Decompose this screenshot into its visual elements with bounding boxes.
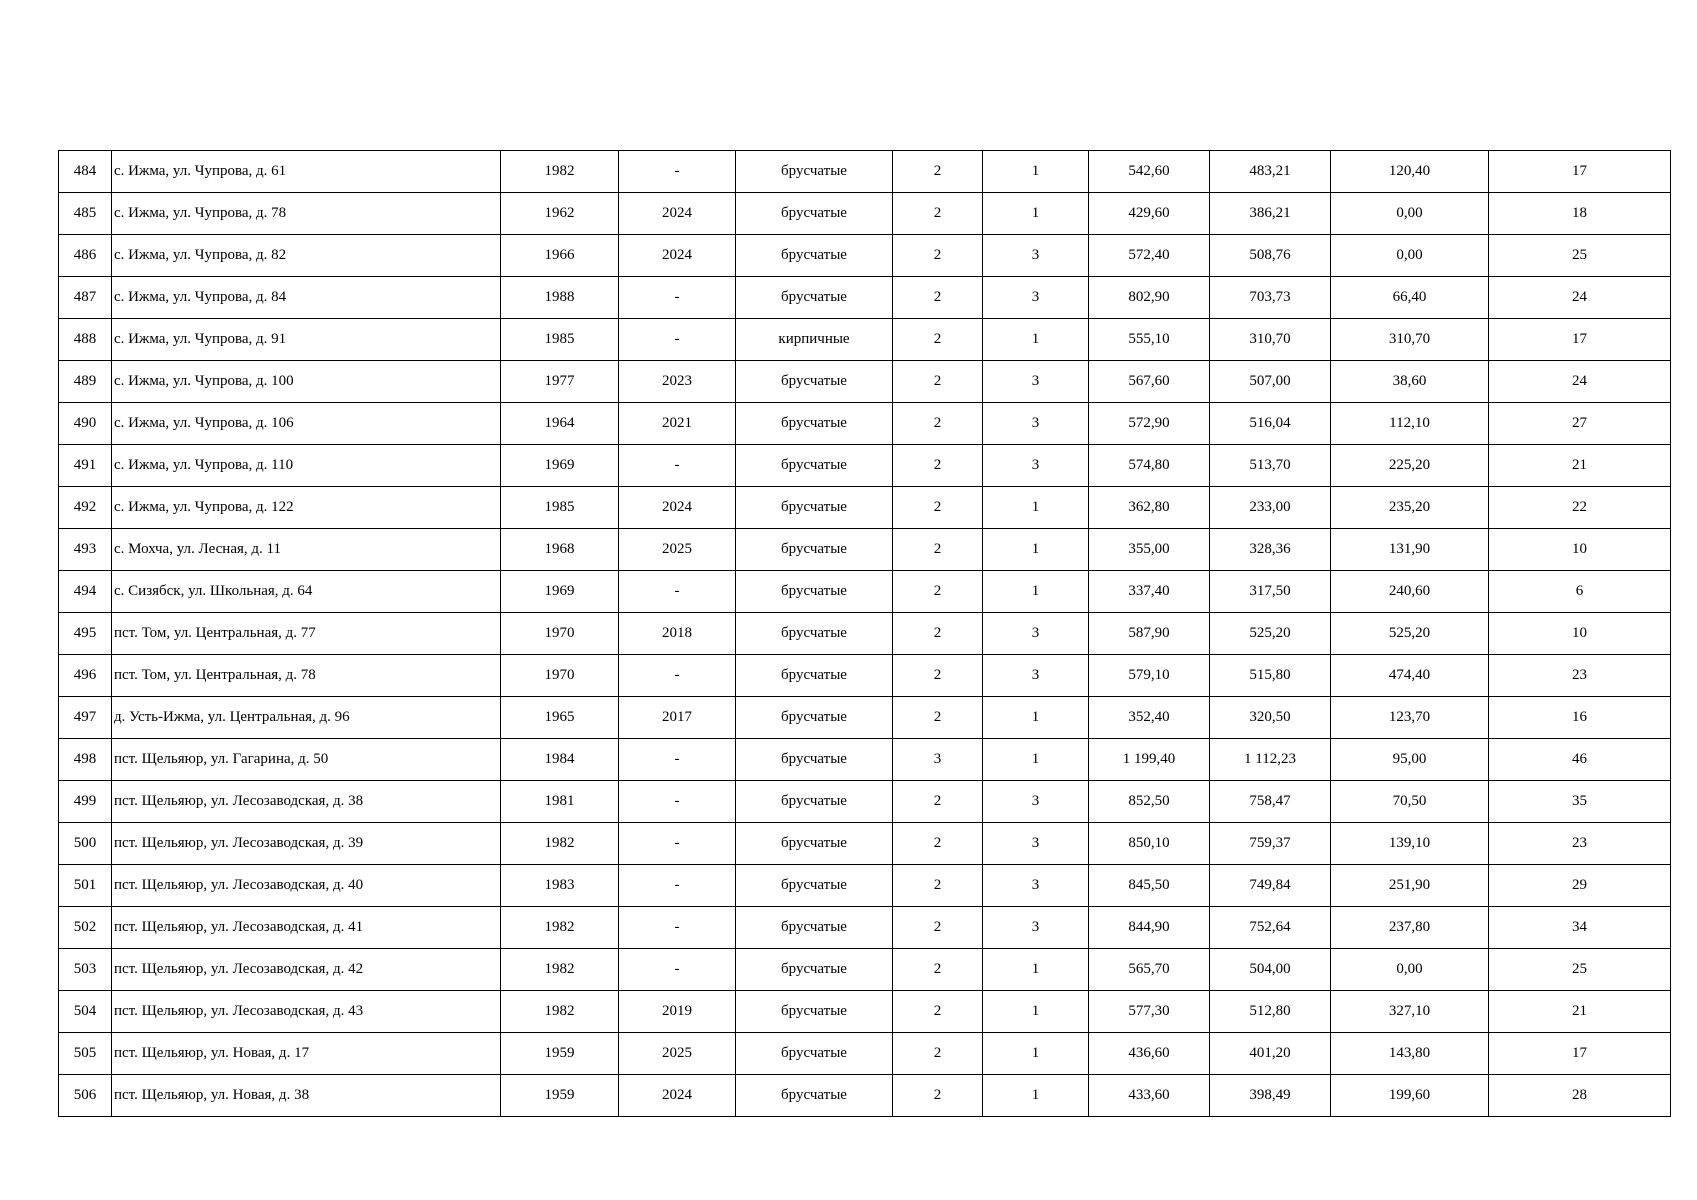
entrances-cell: 3 [983, 277, 1089, 319]
floors-cell: 2 [893, 907, 983, 949]
table-row [59, 697, 1671, 739]
row-number-cell: 490 [59, 403, 112, 445]
residents-cell: 29 [1489, 865, 1671, 907]
residents-cell: 25 [1489, 949, 1671, 991]
living-area-cell: 752,64 [1210, 907, 1331, 949]
address-cell: с. Ижма, ул. Чупрова, д. 91 [112, 319, 501, 361]
wall-material-cell: брусчатые [736, 865, 893, 907]
wall-material-cell: брусчатые [736, 949, 893, 991]
address-cell: пст. Щельяюр, ул. Лесозаводская, д. 43 [112, 991, 501, 1033]
floors-cell: 2 [893, 487, 983, 529]
address-cell: пст. Щельяюр, ул. Новая, д. 17 [112, 1033, 501, 1075]
residents-cell: 46 [1489, 739, 1671, 781]
residents-cell: 21 [1489, 445, 1671, 487]
entrances-cell: 1 [983, 739, 1089, 781]
table-row [59, 991, 1671, 1033]
floors-cell: 2 [893, 823, 983, 865]
total-area-cell: 572,90 [1089, 403, 1210, 445]
total-area-cell: 574,80 [1089, 445, 1210, 487]
address-cell: с. Ижма, ул. Чупрова, д. 106 [112, 403, 501, 445]
address-cell: с. Ижма, ул. Чупрова, д. 100 [112, 361, 501, 403]
entrances-cell: 3 [983, 235, 1089, 277]
living-area-cell: 1 112,23 [1210, 739, 1331, 781]
residents-cell: 24 [1489, 277, 1671, 319]
residents-cell: 6 [1489, 571, 1671, 613]
total-area-cell: 355,00 [1089, 529, 1210, 571]
entrances-cell: 1 [983, 193, 1089, 235]
floors-cell: 2 [893, 277, 983, 319]
address-cell: с. Мохча, ул. Лесная, д. 11 [112, 529, 501, 571]
year-built-cell: 1959 [501, 1075, 619, 1117]
floors-cell: 2 [893, 697, 983, 739]
area-b-cell: 237,80 [1331, 907, 1489, 949]
floors-cell: 2 [893, 1033, 983, 1075]
row-number-cell: 484 [59, 151, 112, 193]
floors-cell: 2 [893, 1075, 983, 1117]
year-repair-cell: 2025 [619, 529, 736, 571]
total-area-cell: 429,60 [1089, 193, 1210, 235]
residents-cell: 25 [1489, 235, 1671, 277]
living-area-cell: 401,20 [1210, 1033, 1331, 1075]
address-cell: с. Сизябск, ул. Школьная, д. 64 [112, 571, 501, 613]
floors-cell: 2 [893, 655, 983, 697]
year-built-cell: 1981 [501, 781, 619, 823]
floors-cell: 2 [893, 151, 983, 193]
entrances-cell: 3 [983, 613, 1089, 655]
year-repair-cell: - [619, 445, 736, 487]
year-built-cell: 1966 [501, 235, 619, 277]
address-cell: с. Ижма, ул. Чупрова, д. 78 [112, 193, 501, 235]
row-number-cell: 498 [59, 739, 112, 781]
total-area-cell: 567,60 [1089, 361, 1210, 403]
living-area-cell: 515,80 [1210, 655, 1331, 697]
residents-cell: 35 [1489, 781, 1671, 823]
year-repair-cell: 2024 [619, 235, 736, 277]
row-number-cell: 494 [59, 571, 112, 613]
wall-material-cell: брусчатые [736, 655, 893, 697]
year-built-cell: 1982 [501, 907, 619, 949]
residents-cell: 28 [1489, 1075, 1671, 1117]
row-number-cell: 495 [59, 613, 112, 655]
address-cell: пст. Щельяюр, ул. Лесозаводская, д. 41 [112, 907, 501, 949]
floors-cell: 2 [893, 865, 983, 907]
area-b-cell: 240,60 [1331, 571, 1489, 613]
living-area-cell: 320,50 [1210, 697, 1331, 739]
area-b-cell: 120,40 [1331, 151, 1489, 193]
entrances-cell: 3 [983, 907, 1089, 949]
total-area-cell: 337,40 [1089, 571, 1210, 613]
table-row [59, 487, 1671, 529]
area-b-cell: 112,10 [1331, 403, 1489, 445]
entrances-cell: 1 [983, 529, 1089, 571]
living-area-cell: 513,70 [1210, 445, 1331, 487]
wall-material-cell: брусчатые [736, 529, 893, 571]
wall-material-cell: брусчатые [736, 907, 893, 949]
area-b-cell: 66,40 [1331, 277, 1489, 319]
total-area-cell: 577,30 [1089, 991, 1210, 1033]
entrances-cell: 1 [983, 1033, 1089, 1075]
table-row [59, 907, 1671, 949]
wall-material-cell: брусчатые [736, 739, 893, 781]
row-number-cell: 499 [59, 781, 112, 823]
floors-cell: 2 [893, 613, 983, 655]
year-built-cell: 1985 [501, 319, 619, 361]
area-b-cell: 235,20 [1331, 487, 1489, 529]
area-b-cell: 225,20 [1331, 445, 1489, 487]
total-area-cell: 352,40 [1089, 697, 1210, 739]
living-area-cell: 328,36 [1210, 529, 1331, 571]
address-cell: с. Ижма, ул. Чупрова, д. 110 [112, 445, 501, 487]
year-repair-cell: 2021 [619, 403, 736, 445]
area-b-cell: 95,00 [1331, 739, 1489, 781]
area-b-cell: 0,00 [1331, 193, 1489, 235]
address-cell: с. Ижма, ул. Чупрова, д. 61 [112, 151, 501, 193]
total-area-cell: 542,60 [1089, 151, 1210, 193]
residents-cell: 16 [1489, 697, 1671, 739]
row-number-cell: 493 [59, 529, 112, 571]
total-area-cell: 433,60 [1089, 1075, 1210, 1117]
wall-material-cell: брусчатые [736, 445, 893, 487]
year-built-cell: 1962 [501, 193, 619, 235]
area-b-cell: 143,80 [1331, 1033, 1489, 1075]
table-row [59, 613, 1671, 655]
residents-cell: 17 [1489, 1033, 1671, 1075]
living-area-cell: 483,21 [1210, 151, 1331, 193]
year-built-cell: 1970 [501, 613, 619, 655]
address-cell: пст. Щельяюр, ул. Лесозаводская, д. 38 [112, 781, 501, 823]
table-row [59, 151, 1671, 193]
year-built-cell: 1984 [501, 739, 619, 781]
floors-cell: 2 [893, 571, 983, 613]
floors-cell: 2 [893, 235, 983, 277]
wall-material-cell: брусчатые [736, 697, 893, 739]
row-number-cell: 489 [59, 361, 112, 403]
residents-cell: 10 [1489, 529, 1671, 571]
table-row [59, 193, 1671, 235]
living-area-cell: 386,21 [1210, 193, 1331, 235]
area-b-cell: 474,40 [1331, 655, 1489, 697]
row-number-cell: 503 [59, 949, 112, 991]
wall-material-cell: брусчатые [736, 277, 893, 319]
wall-material-cell: брусчатые [736, 487, 893, 529]
wall-material-cell: брусчатые [736, 1033, 893, 1075]
residents-cell: 18 [1489, 193, 1671, 235]
table-row [59, 823, 1671, 865]
living-area-cell: 233,00 [1210, 487, 1331, 529]
living-area-cell: 507,00 [1210, 361, 1331, 403]
wall-material-cell: брусчатые [736, 1075, 893, 1117]
row-number-cell: 505 [59, 1033, 112, 1075]
wall-material-cell: брусчатые [736, 403, 893, 445]
living-area-cell: 508,76 [1210, 235, 1331, 277]
housing-registry-table [58, 150, 1671, 1117]
year-built-cell: 1982 [501, 823, 619, 865]
total-area-cell: 802,90 [1089, 277, 1210, 319]
wall-material-cell: брусчатые [736, 193, 893, 235]
address-cell: пст. Щельяюр, ул. Лесозаводская, д. 42 [112, 949, 501, 991]
table-row [59, 235, 1671, 277]
total-area-cell: 362,80 [1089, 487, 1210, 529]
entrances-cell: 3 [983, 781, 1089, 823]
entrances-cell: 1 [983, 151, 1089, 193]
total-area-cell: 572,40 [1089, 235, 1210, 277]
living-area-cell: 525,20 [1210, 613, 1331, 655]
floors-cell: 2 [893, 445, 983, 487]
year-built-cell: 1970 [501, 655, 619, 697]
living-area-cell: 758,47 [1210, 781, 1331, 823]
year-repair-cell: 2024 [619, 487, 736, 529]
year-repair-cell: 2025 [619, 1033, 736, 1075]
entrances-cell: 1 [983, 319, 1089, 361]
living-area-cell: 703,73 [1210, 277, 1331, 319]
table-row [59, 739, 1671, 781]
residents-cell: 22 [1489, 487, 1671, 529]
address-cell: д. Усть-Ижма, ул. Центральная, д. 96 [112, 697, 501, 739]
entrances-cell: 3 [983, 865, 1089, 907]
entrances-cell: 1 [983, 949, 1089, 991]
floors-cell: 2 [893, 403, 983, 445]
living-area-cell: 317,50 [1210, 571, 1331, 613]
living-area-cell: 512,80 [1210, 991, 1331, 1033]
row-number-cell: 488 [59, 319, 112, 361]
table-row [59, 571, 1671, 613]
area-b-cell: 525,20 [1331, 613, 1489, 655]
wall-material-cell: брусчатые [736, 361, 893, 403]
entrances-cell: 1 [983, 991, 1089, 1033]
year-repair-cell: 2019 [619, 991, 736, 1033]
residents-cell: 23 [1489, 655, 1671, 697]
address-cell: с. Ижма, ул. Чупрова, д. 82 [112, 235, 501, 277]
residents-cell: 17 [1489, 319, 1671, 361]
year-repair-cell: - [619, 655, 736, 697]
wall-material-cell: брусчатые [736, 571, 893, 613]
year-repair-cell: - [619, 949, 736, 991]
residents-cell: 24 [1489, 361, 1671, 403]
table-row [59, 445, 1671, 487]
row-number-cell: 491 [59, 445, 112, 487]
area-b-cell: 199,60 [1331, 1075, 1489, 1117]
entrances-cell: 1 [983, 571, 1089, 613]
area-b-cell: 251,90 [1331, 865, 1489, 907]
row-number-cell: 502 [59, 907, 112, 949]
year-built-cell: 1988 [501, 277, 619, 319]
area-b-cell: 310,70 [1331, 319, 1489, 361]
living-area-cell: 398,49 [1210, 1075, 1331, 1117]
wall-material-cell: кирпичные [736, 319, 893, 361]
floors-cell: 2 [893, 781, 983, 823]
entrances-cell: 1 [983, 1075, 1089, 1117]
table-row [59, 1033, 1671, 1075]
entrances-cell: 3 [983, 445, 1089, 487]
residents-cell: 27 [1489, 403, 1671, 445]
table-row [59, 865, 1671, 907]
floors-cell: 2 [893, 949, 983, 991]
year-repair-cell: - [619, 907, 736, 949]
row-number-cell: 487 [59, 277, 112, 319]
row-number-cell: 500 [59, 823, 112, 865]
year-repair-cell: 2017 [619, 697, 736, 739]
table-row [59, 361, 1671, 403]
year-repair-cell: - [619, 865, 736, 907]
address-cell: пст. Щельяюр, ул. Лесозаводская, д. 40 [112, 865, 501, 907]
living-area-cell: 310,70 [1210, 319, 1331, 361]
total-area-cell: 844,90 [1089, 907, 1210, 949]
address-cell: пст. Щельяюр, ул. Лесозаводская, д. 39 [112, 823, 501, 865]
address-cell: пст. Том, ул. Центральная, д. 77 [112, 613, 501, 655]
area-b-cell: 139,10 [1331, 823, 1489, 865]
living-area-cell: 504,00 [1210, 949, 1331, 991]
entrances-cell: 3 [983, 655, 1089, 697]
table-row [59, 403, 1671, 445]
row-number-cell: 496 [59, 655, 112, 697]
year-repair-cell: - [619, 319, 736, 361]
wall-material-cell: брусчатые [736, 991, 893, 1033]
year-built-cell: 1965 [501, 697, 619, 739]
residents-cell: 34 [1489, 907, 1671, 949]
year-repair-cell: - [619, 277, 736, 319]
address-cell: пст. Щельяюр, ул. Гагарина, д. 50 [112, 739, 501, 781]
living-area-cell: 759,37 [1210, 823, 1331, 865]
year-repair-cell: - [619, 571, 736, 613]
residents-cell: 17 [1489, 151, 1671, 193]
total-area-cell: 565,70 [1089, 949, 1210, 991]
table-row [59, 949, 1671, 991]
year-built-cell: 1982 [501, 991, 619, 1033]
year-built-cell: 1977 [501, 361, 619, 403]
row-number-cell: 492 [59, 487, 112, 529]
area-b-cell: 38,60 [1331, 361, 1489, 403]
wall-material-cell: брусчатые [736, 823, 893, 865]
year-repair-cell: - [619, 823, 736, 865]
year-built-cell: 1982 [501, 949, 619, 991]
floors-cell: 2 [893, 991, 983, 1033]
row-number-cell: 485 [59, 193, 112, 235]
residents-cell: 23 [1489, 823, 1671, 865]
total-area-cell: 579,10 [1089, 655, 1210, 697]
wall-material-cell: брусчатые [736, 613, 893, 655]
total-area-cell: 1 199,40 [1089, 739, 1210, 781]
floors-cell: 3 [893, 739, 983, 781]
table-row [59, 529, 1671, 571]
row-number-cell: 486 [59, 235, 112, 277]
wall-material-cell: брусчатые [736, 151, 893, 193]
floors-cell: 2 [893, 193, 983, 235]
total-area-cell: 587,90 [1089, 613, 1210, 655]
area-b-cell: 0,00 [1331, 235, 1489, 277]
year-repair-cell: 2018 [619, 613, 736, 655]
year-repair-cell: 2024 [619, 1075, 736, 1117]
total-area-cell: 845,50 [1089, 865, 1210, 907]
living-area-cell: 516,04 [1210, 403, 1331, 445]
area-b-cell: 131,90 [1331, 529, 1489, 571]
address-cell: пст. Том, ул. Центральная, д. 78 [112, 655, 501, 697]
residents-cell: 10 [1489, 613, 1671, 655]
address-cell: с. Ижма, ул. Чупрова, д. 84 [112, 277, 501, 319]
total-area-cell: 555,10 [1089, 319, 1210, 361]
total-area-cell: 436,60 [1089, 1033, 1210, 1075]
year-repair-cell: 2024 [619, 193, 736, 235]
floors-cell: 2 [893, 319, 983, 361]
year-built-cell: 1968 [501, 529, 619, 571]
entrances-cell: 3 [983, 361, 1089, 403]
address-cell: пст. Щельяюр, ул. Новая, д. 38 [112, 1075, 501, 1117]
total-area-cell: 852,50 [1089, 781, 1210, 823]
year-built-cell: 1964 [501, 403, 619, 445]
year-built-cell: 1969 [501, 571, 619, 613]
table-row [59, 277, 1671, 319]
table-row [59, 1075, 1671, 1117]
row-number-cell: 497 [59, 697, 112, 739]
floors-cell: 2 [893, 529, 983, 571]
row-number-cell: 504 [59, 991, 112, 1033]
table-row [59, 781, 1671, 823]
entrances-cell: 3 [983, 403, 1089, 445]
wall-material-cell: брусчатые [736, 235, 893, 277]
address-cell: с. Ижма, ул. Чупрова, д. 122 [112, 487, 501, 529]
area-b-cell: 327,10 [1331, 991, 1489, 1033]
year-built-cell: 1985 [501, 487, 619, 529]
living-area-cell: 749,84 [1210, 865, 1331, 907]
entrances-cell: 1 [983, 697, 1089, 739]
entrances-cell: 1 [983, 487, 1089, 529]
area-b-cell: 0,00 [1331, 949, 1489, 991]
residents-cell: 21 [1489, 991, 1671, 1033]
year-repair-cell: 2023 [619, 361, 736, 403]
area-b-cell: 123,70 [1331, 697, 1489, 739]
table-body [59, 151, 1671, 1117]
total-area-cell: 850,10 [1089, 823, 1210, 865]
row-number-cell: 506 [59, 1075, 112, 1117]
year-repair-cell: - [619, 739, 736, 781]
year-built-cell: 1982 [501, 151, 619, 193]
year-built-cell: 1969 [501, 445, 619, 487]
entrances-cell: 3 [983, 823, 1089, 865]
row-number-cell: 501 [59, 865, 112, 907]
area-b-cell: 70,50 [1331, 781, 1489, 823]
year-built-cell: 1959 [501, 1033, 619, 1075]
year-repair-cell: - [619, 781, 736, 823]
year-built-cell: 1983 [501, 865, 619, 907]
table-row [59, 655, 1671, 697]
year-repair-cell: - [619, 151, 736, 193]
wall-material-cell: брусчатые [736, 781, 893, 823]
floors-cell: 2 [893, 361, 983, 403]
table-row [59, 319, 1671, 361]
